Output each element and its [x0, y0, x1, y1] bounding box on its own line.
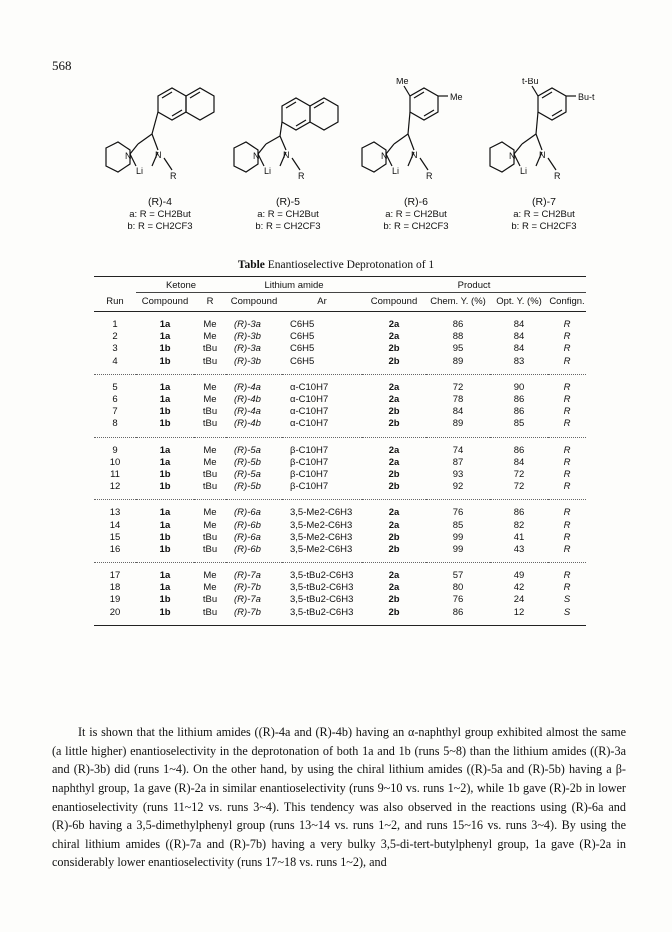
table-cell: 84 [513, 456, 525, 468]
table-row [94, 544, 586, 563]
table-cell: 1a [159, 582, 171, 594]
table-cell: 76 [426, 500, 490, 520]
table-cell: β-C10H7 [290, 456, 329, 468]
body-paragraph: It is shown that the lithium amides ((R)-4a and (R)-4b) having an α-naphthyl group exhibited almost the same (a little higher) enantioselectivity in the deprotonation of both 1a and 1b (runs 5~8) than the lithium amides ((R)-3a and (R)-3b) did (runs 1~4). On the other hand, by using the chiral lithium amides ((R)-5a and (R)-5b) having a β-naphthyl group, 1a gave (R)-2a in similar enantioselectivity (runs 9~10 vs. runs 1~2), while 1b gave (R)-2b in lower enantioselectivity (runs 11~12 vs. runs 3~4). This tendency was also observed in the reactions using (R)-6a and (R)-6b having a 3,5-dimethylphenyl group (runs 13~14 vs. runs 1~2, and runs 15~16 vs. runs 3~4). By using the chiral lithium amides ((R)-7a and (R)-7b) having a very bulky 3,5-di-tert-butylphenyl group, 1a gave (R)-2a in considerably lower enantioselectivity (runs 17~18 vs. runs 1~2), and [52, 725, 626, 870]
table-cell: 1b [159, 594, 171, 606]
table-row [94, 406, 586, 418]
table-cell: Me [203, 456, 217, 468]
table-cell: 2a [388, 519, 400, 531]
table-cell: (R)-5a [226, 437, 282, 457]
table-cell: Me [194, 437, 226, 457]
table-cell: Me [203, 519, 217, 531]
table-cell: tBu [202, 531, 218, 543]
table-cell: C6H5 [290, 319, 315, 331]
lithium-amide-group-header: Lithium amide [226, 277, 362, 293]
table-cell: 93 [452, 468, 464, 480]
column-header: Opt. Y. (%) [490, 293, 548, 312]
table-cell: 1 [112, 319, 118, 331]
table-cell: 3,5-tBu2-C6H3 [290, 594, 354, 606]
enantioselective-deprotonation-table [94, 276, 586, 626]
table-cell: 80 [452, 582, 464, 594]
table-cell: (R)-4a [226, 374, 282, 394]
table-cell: 24 [513, 594, 525, 606]
table-cell: R [563, 519, 571, 531]
r-group-label: R [298, 171, 305, 181]
table-cell: 1a [159, 519, 171, 531]
table-cell: 3,5-tBu2-C6H3 [282, 563, 362, 583]
table-cell: Me [194, 374, 226, 394]
table-cell: R [563, 456, 571, 468]
column-header: Compound [362, 293, 426, 312]
option-b: b: R = CH2CF3 [127, 221, 193, 232]
table-cell: 57 [426, 563, 490, 583]
table-row [94, 356, 586, 375]
table-row [94, 500, 586, 520]
table-cell: (R)-6a [226, 500, 282, 520]
table-row [94, 594, 586, 606]
table-group [94, 374, 586, 437]
nitrogen-label: N [509, 151, 516, 161]
table-cell: 2b [388, 543, 400, 555]
option-a: a: R = CH2But [129, 209, 191, 220]
product-group-header: Product [362, 277, 586, 293]
r-group-label: R [426, 171, 433, 181]
table-cell: (R)-4b [234, 418, 261, 430]
table-cell: (R)-4a [234, 406, 261, 418]
table-cell: tBu [202, 355, 218, 367]
nitrogen-label: N [381, 151, 388, 161]
table-cell: Me [194, 500, 226, 520]
table-cell: 86 [426, 607, 490, 626]
table-cell: 3,5-tBu2-C6H3 [290, 582, 354, 594]
ketone-group-header: Ketone [136, 277, 226, 293]
table-cell: R [563, 468, 571, 480]
table-group [94, 563, 586, 626]
nitrogen-label: N [125, 151, 132, 161]
table-cell: 92 [452, 481, 464, 493]
option-a: a: R = CH2But [513, 209, 575, 220]
table-cell: S [548, 607, 586, 626]
structure-id: (R)-6 [404, 196, 428, 208]
structure-caption [228, 196, 348, 233]
table-cell: (R)-3a [234, 343, 261, 355]
structure-id: (R)-4 [148, 196, 172, 208]
table-cell: (R)-7a [234, 594, 261, 606]
table-cell: 1b [159, 418, 171, 430]
nitrogen-label: N [155, 150, 162, 160]
table-cell: 4 [112, 355, 118, 367]
table-cell: 1b [159, 543, 171, 555]
structure-caption [484, 196, 604, 233]
table-cell: (R)-3b [234, 355, 261, 367]
table-cell: 82 [513, 519, 525, 531]
table-title-text: Enantioselective Deprotonation of 1 [264, 259, 435, 271]
table-cell: 12 [109, 481, 121, 493]
table-cell: 2 [112, 331, 118, 343]
table-cell: 1a [159, 394, 171, 406]
table-cell: 8 [112, 418, 118, 430]
table-cell: 86 [513, 394, 525, 406]
table-cell: 49 [490, 563, 548, 583]
table-cell: 1a [159, 456, 171, 468]
structure-caption [356, 196, 476, 233]
column-header: Compound [226, 293, 282, 312]
table-cell: (R)-6a [234, 531, 261, 543]
table-cell: 1a [136, 437, 194, 457]
table-cell: R [548, 437, 586, 457]
lithium-label: Li [520, 166, 528, 176]
option-b: b: R = CH2CF3 [255, 221, 321, 232]
table-cell: 41 [513, 531, 525, 543]
structure-r-4-drawing [96, 78, 221, 196]
table-cell: 2b [388, 468, 400, 480]
table-cell: 6 [112, 394, 118, 406]
table-cell: 72 [513, 481, 525, 493]
structure-caption [100, 196, 220, 233]
table-cell: 1b [159, 531, 171, 543]
column-header: Ar [282, 293, 362, 312]
table-cell: 1a [159, 331, 171, 343]
option-b: b: R = CH2CF3 [511, 221, 577, 232]
table-cell: 2b [388, 343, 400, 355]
option-a: a: R = CH2But [385, 209, 447, 220]
table-cell: 99 [452, 531, 464, 543]
table-row [94, 437, 586, 457]
table-cell: 2a [388, 456, 400, 468]
table-cell: 2a [388, 331, 400, 343]
table-cell: (R)-5b [234, 456, 261, 468]
table-cell: R [563, 331, 571, 343]
table-cell: R [563, 418, 571, 430]
lithium-label: Li [264, 166, 272, 176]
table-cell: 2a [388, 394, 400, 406]
table-cell: 18 [109, 582, 121, 594]
table-cell: 99 [452, 543, 464, 555]
table-cell: 9 [94, 437, 136, 457]
table-cell: 89 [452, 355, 464, 367]
nitrogen-label: N [411, 150, 418, 160]
page-number: 568 [52, 58, 72, 73]
table-cell: 2b [388, 418, 400, 430]
substituent-label: Bu-t [578, 92, 595, 102]
table-cell: R [563, 481, 571, 493]
table-cell: 85 [513, 418, 525, 430]
table-row [94, 532, 586, 544]
table-cell: 3,5-Me2-C6H3 [290, 519, 353, 531]
table-cell: 90 [490, 374, 548, 394]
table-cell: 1a [136, 374, 194, 394]
table-cell: tBu [202, 343, 218, 355]
table-cell: 84 [513, 331, 525, 343]
table-row [94, 607, 586, 626]
table-cell: α-C10H7 [282, 374, 362, 394]
table-cell: Me [203, 582, 217, 594]
table-cell: 84 [513, 319, 525, 331]
table-cell: R [563, 394, 571, 406]
table-cell: tBu [202, 406, 218, 418]
table-cell: 2a [388, 582, 400, 594]
table-title [0, 259, 672, 271]
table-cell: (R)-6b [234, 543, 261, 555]
table-cell: 2b [388, 531, 400, 543]
column-header: Run [94, 293, 136, 312]
table-group [94, 312, 586, 375]
table-cell: 17 [94, 563, 136, 583]
table-cell: (R)-7a [226, 563, 282, 583]
table-cell: 1a [136, 563, 194, 583]
table-cell: 11 [110, 468, 120, 480]
table-cell: β-C10H7 [290, 481, 329, 493]
structure-r-6-drawing [352, 78, 477, 196]
structure-r-5 [224, 78, 349, 250]
table-cell: (R)-3a [234, 319, 261, 331]
structure-id: (R)-5 [276, 196, 300, 208]
table-cell: Me [203, 331, 217, 343]
table-cell: 87 [452, 456, 464, 468]
table-cell: 89 [452, 418, 464, 430]
table-cell: tBu [202, 481, 218, 493]
table-cell: Me [203, 394, 217, 406]
substituent-label: Me [396, 78, 409, 86]
column-header: Confign. [548, 293, 586, 312]
table-cell: 43 [513, 543, 525, 555]
table-cell: α-C10H7 [290, 406, 329, 418]
table-cell: C6H5 [290, 331, 315, 343]
table-cell: R [548, 374, 586, 394]
table-cell: 76 [452, 594, 464, 606]
table-cell: 3,5-Me2-C6H3 [282, 500, 362, 520]
table-cell: 5 [94, 374, 136, 394]
nitrogen-label: N [283, 150, 290, 160]
table-cell: C6H5 [290, 355, 315, 367]
table-row [94, 481, 586, 500]
table-cell: 3,5-Me2-C6H3 [290, 543, 353, 555]
lithium-label: Li [136, 166, 144, 176]
table-cell: 2a [362, 437, 426, 457]
table-row [94, 457, 586, 469]
nitrogen-label: N [253, 151, 260, 161]
table-cell: R [548, 563, 586, 583]
table-cell: 2b [388, 594, 400, 606]
table-cell: β-C10H7 [290, 468, 329, 480]
table-cell: C6H5 [290, 343, 315, 355]
table-row [94, 343, 586, 355]
table-cell: 20 [94, 607, 136, 626]
table-cell: tBu [194, 607, 226, 626]
table-cell: 78 [452, 394, 464, 406]
r-group-label: R [170, 171, 177, 181]
table-row [94, 582, 586, 594]
table-cell: 2b [388, 355, 400, 367]
table-row [94, 469, 586, 481]
table-cell: β-C10H7 [282, 437, 362, 457]
table-cell: R [563, 582, 571, 594]
table-cell: 1b [159, 355, 171, 367]
table-row [94, 418, 586, 437]
nitrogen-label: N [539, 150, 546, 160]
table-cell: 72 [513, 468, 525, 480]
table-group [94, 500, 586, 563]
r-group-label: R [554, 171, 561, 181]
table-cell: (R)-6b [234, 519, 261, 531]
table-cell: 72 [426, 374, 490, 394]
table-cell: 2a [362, 500, 426, 520]
substituent-label: t-Bu [522, 78, 539, 86]
table-cell: 95 [452, 343, 464, 355]
results-table [94, 276, 586, 626]
structure-r-5-drawing [224, 78, 349, 196]
structure-r-7 [480, 78, 605, 250]
table-cell: 2b [388, 481, 400, 493]
table-cell: 88 [452, 331, 464, 343]
structure-id: (R)-7 [532, 196, 556, 208]
table-title-label: Table [237, 259, 265, 271]
table-cell: 12 [490, 607, 548, 626]
table-cell: tBu [202, 543, 218, 555]
table-cell: 1b [159, 468, 171, 480]
structure-r-6 [352, 78, 477, 250]
table-row [94, 563, 586, 583]
table-cell: (R)-7b [226, 607, 282, 626]
table-cell: (R)-7b [234, 582, 261, 594]
table-cell: 16 [109, 543, 121, 555]
table-cell: 1b [159, 481, 171, 493]
option-a: a: R = CH2But [257, 209, 319, 220]
table-cell: 2b [388, 406, 400, 418]
column-header: Compound [136, 293, 194, 312]
table-cell: S [563, 594, 571, 606]
table-cell: 15 [109, 531, 121, 543]
table-cell: R [563, 406, 571, 418]
table-cell: tBu [202, 418, 218, 430]
table-cell: 1b [159, 343, 171, 355]
table-cell: 13 [94, 500, 136, 520]
table-cell: 2a [362, 374, 426, 394]
table-cell: 7 [112, 406, 118, 418]
structure-row [96, 78, 616, 250]
table-cell: 19 [109, 594, 121, 606]
table-cell: 3 [112, 343, 118, 355]
table-cell: 86 [513, 406, 525, 418]
table-cell: 1a [159, 319, 171, 331]
table-cell: 3,5-Me2-C6H3 [290, 531, 353, 543]
table-cell: (R)-3b [234, 331, 261, 343]
lithium-label: Li [392, 166, 400, 176]
table-cell: 74 [426, 437, 490, 457]
table-cell: tBu [202, 594, 218, 606]
table-cell: 86 [490, 437, 548, 457]
table-cell: 85 [452, 519, 464, 531]
table-cell: (R)-4b [234, 394, 261, 406]
table-cell: 10 [109, 456, 121, 468]
table-cell: α-C10H7 [290, 418, 329, 430]
table-cell: 42 [513, 582, 525, 594]
table-cell: R [548, 500, 586, 520]
substituent-label: Me [450, 92, 463, 102]
column-header: Chem. Y. (%) [426, 293, 490, 312]
table-cell: 84 [452, 406, 464, 418]
table-cell: 14 [109, 519, 121, 531]
option-b: b: R = CH2CF3 [383, 221, 449, 232]
table-cell: 83 [513, 355, 525, 367]
table-cell: R [563, 543, 571, 555]
table-row [94, 331, 586, 343]
table-cell: tBu [202, 468, 218, 480]
table-cell: R [563, 531, 571, 543]
table-row [94, 374, 586, 394]
table-cell: 2b [362, 607, 426, 626]
table-cell: 84 [513, 343, 525, 355]
table-cell: R [563, 319, 571, 331]
table-cell: Me [194, 563, 226, 583]
table-cell: 86 [452, 319, 464, 331]
structure-r-4 [96, 78, 221, 250]
table-group [94, 437, 586, 500]
structure-r-7-drawing [480, 78, 605, 196]
table-row [94, 519, 586, 531]
table-cell: 3,5-tBu2-C6H3 [282, 607, 362, 626]
table-cell: R [563, 355, 571, 367]
table-cell: R [563, 343, 571, 355]
table-row [94, 312, 586, 332]
table-cell: (R)-5b [234, 481, 261, 493]
table-cell: 86 [490, 500, 548, 520]
table-cell: 2a [388, 319, 400, 331]
table-cell: 1a [136, 500, 194, 520]
table-cell: 2a [362, 563, 426, 583]
table-cell: 1b [159, 406, 171, 418]
table-cell: (R)-5a [234, 468, 261, 480]
table-cell: 1b [136, 607, 194, 626]
table-row [94, 394, 586, 406]
table-cell: α-C10H7 [290, 394, 329, 406]
table-cell: Me [203, 319, 217, 331]
column-header: R [194, 293, 226, 312]
